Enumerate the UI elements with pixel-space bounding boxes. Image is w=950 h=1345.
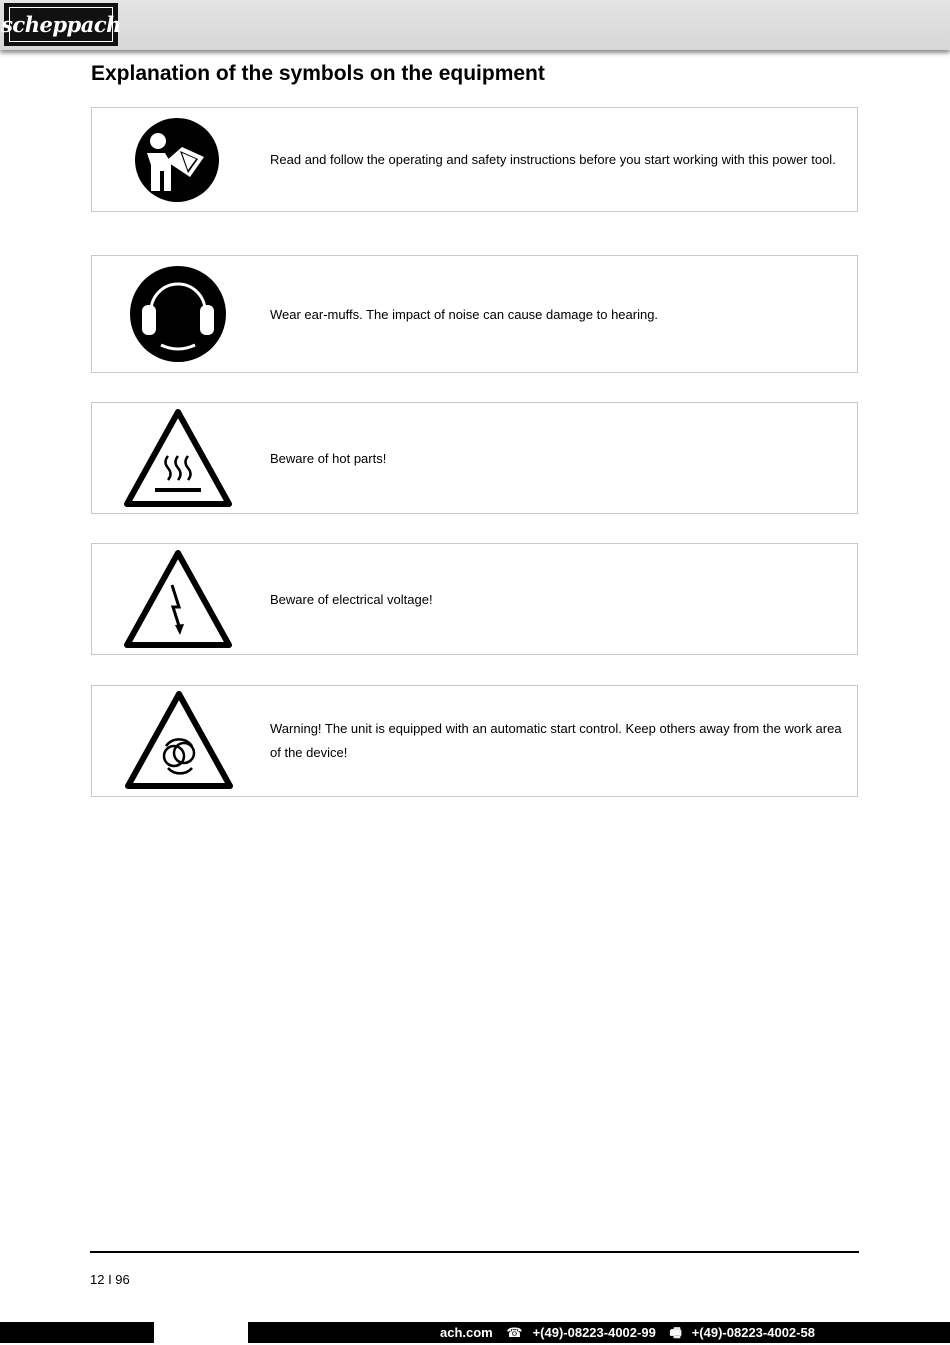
footer-divider bbox=[90, 1251, 859, 1253]
fax-number: +(49)-08223-4002-58 bbox=[691, 1325, 815, 1340]
symbol-row-ear-muffs bbox=[91, 255, 858, 373]
logo-text: scheppach bbox=[9, 7, 113, 42]
symbol-row-hot-parts bbox=[91, 402, 858, 514]
contact-info bbox=[440, 1322, 825, 1343]
symbol-description: Beware of electrical voltage! bbox=[270, 592, 433, 607]
website-link[interactable]: ach.com bbox=[440, 1325, 493, 1340]
contact-bar bbox=[0, 1322, 950, 1343]
symbol-description: Beware of hot parts! bbox=[270, 451, 387, 466]
symbol-row-automatic-start bbox=[91, 685, 858, 797]
fax-icon: 🖷 bbox=[669, 1325, 682, 1340]
bar-gap bbox=[154, 1322, 248, 1343]
page-number: 12 I 96 bbox=[90, 1272, 130, 1287]
phone-number: +(49)-08223-4002-99 bbox=[532, 1325, 656, 1340]
ear-muffs-icon bbox=[129, 265, 227, 363]
electrical-voltage-warning-icon bbox=[123, 549, 233, 649]
scheppach-logo bbox=[1, 3, 121, 46]
page-title: Explanation of the symbols on the equipment bbox=[91, 62, 545, 85]
symbol-row-read-manual bbox=[91, 107, 858, 212]
symbol-row-electrical-voltage bbox=[91, 543, 858, 655]
read-manual-icon bbox=[134, 117, 220, 203]
page-header bbox=[0, 0, 950, 50]
symbol-description: Read and follow the operating and safety instructions before you start working with this power tool. bbox=[270, 152, 836, 167]
symbol-description: Wear ear-muffs. The impact of noise can cause damage to hearing. bbox=[270, 307, 659, 322]
symbol-description: Warning! The unit is equipped with an automatic start control. Keep others away from the work area of the device! bbox=[270, 721, 842, 760]
automatic-start-warning-icon bbox=[124, 690, 234, 790]
phone-icon: ☎ bbox=[506, 1325, 523, 1340]
hot-surface-warning-icon bbox=[123, 408, 233, 508]
